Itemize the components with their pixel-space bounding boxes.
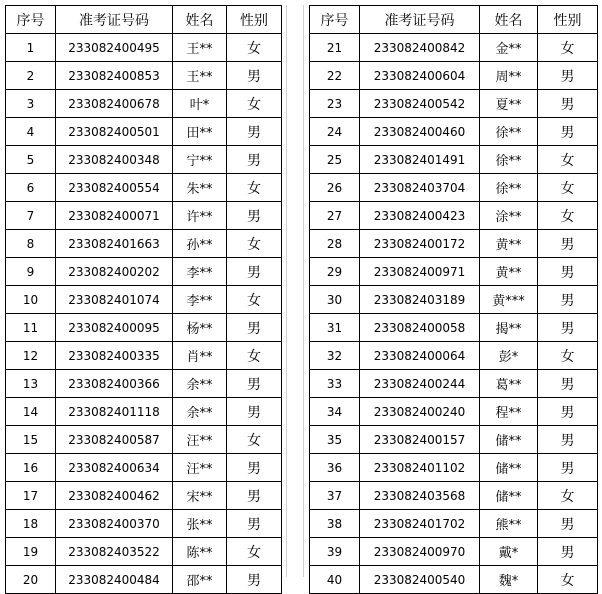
name-cell: 葛** [480,370,538,398]
header-name: 姓名 [173,6,227,34]
name-cell: 王** [173,62,227,90]
seq-cell: 29 [310,258,360,286]
seq-cell: 14 [6,398,56,426]
table-row [310,566,598,594]
name-cell: 李** [173,286,227,314]
gender-cell: 男 [227,510,282,538]
seq-cell: 35 [310,426,360,454]
table-row [310,174,598,202]
exam-id-cell: 233082400244 [360,370,480,398]
table-row [6,286,282,314]
gender-cell: 女 [227,230,282,258]
name-cell: 王** [173,34,227,62]
name-cell: 揭** [480,314,538,342]
seq-cell: 6 [6,174,56,202]
table-row [6,202,282,230]
name-cell: 许** [173,202,227,230]
exam-id-cell: 233082400348 [56,146,173,174]
table-row [310,426,598,454]
exam-id-cell: 233082400971 [360,258,480,286]
exam-id-cell: 233082400501 [56,118,173,146]
seq-cell: 5 [6,146,56,174]
name-cell: 朱** [173,174,227,202]
exam-id-cell: 233082400240 [360,398,480,426]
seq-cell: 2 [6,62,56,90]
exam-id-cell: 233082400462 [56,482,173,510]
roster-table-left [5,5,282,594]
gender-cell: 女 [538,342,598,370]
seq-cell: 37 [310,482,360,510]
exam-id-cell: 233082400842 [360,34,480,62]
name-cell: 储** [480,482,538,510]
name-cell: 徐** [480,174,538,202]
table-row [6,398,282,426]
table-row [310,258,598,286]
gender-cell: 男 [227,454,282,482]
name-cell: 宁** [173,146,227,174]
table-row [310,398,598,426]
seq-cell: 15 [6,426,56,454]
seq-cell: 9 [6,258,56,286]
name-cell: 宋** [173,482,227,510]
name-cell: 金** [480,34,538,62]
gender-cell: 男 [227,258,282,286]
table-row [6,510,282,538]
gender-cell: 男 [538,90,598,118]
table-row [6,118,282,146]
gender-cell: 女 [227,174,282,202]
gender-cell: 男 [538,510,598,538]
table-row [6,342,282,370]
gender-cell: 女 [227,342,282,370]
gender-cell: 男 [227,146,282,174]
exam-id-cell: 233082400172 [360,230,480,258]
name-cell: 黄** [480,230,538,258]
name-cell: 魏* [480,566,538,594]
table-row [310,90,598,118]
name-cell: 周** [480,62,538,90]
exam-id-cell: 233082400202 [56,258,173,286]
table-row [6,174,282,202]
name-cell: 田** [173,118,227,146]
gender-cell: 男 [538,454,598,482]
gender-cell: 男 [538,398,598,426]
exam-id-cell: 233082400678 [56,90,173,118]
seq-cell: 26 [310,174,360,202]
gender-cell: 男 [227,566,282,594]
exam-id-cell: 233082400058 [360,314,480,342]
seq-cell: 10 [6,286,56,314]
exam-id-cell: 233082400095 [56,314,173,342]
seq-cell: 38 [310,510,360,538]
gender-cell: 男 [538,370,598,398]
exam-id-cell: 233082400604 [360,62,480,90]
header-exam-id: 准考证号码 [56,6,173,34]
name-cell: 熊** [480,510,538,538]
seq-cell: 1 [6,34,56,62]
seq-cell: 11 [6,314,56,342]
table-row [310,314,598,342]
name-cell: 杨** [173,314,227,342]
name-cell: 徐** [480,146,538,174]
gender-cell: 女 [538,34,598,62]
table-row [6,482,282,510]
exam-id-cell: 233082400554 [56,174,173,202]
gender-cell: 男 [538,258,598,286]
exam-id-cell: 233082400071 [56,202,173,230]
table-row [310,454,598,482]
exam-id-cell: 233082400540 [360,566,480,594]
table-row [6,566,282,594]
gender-cell: 女 [538,174,598,202]
name-cell: 夏** [480,90,538,118]
seq-cell: 22 [310,62,360,90]
seq-cell: 24 [310,118,360,146]
name-cell: 汪** [173,454,227,482]
seq-cell: 19 [6,538,56,566]
exam-id-cell: 233082401102 [360,454,480,482]
gender-cell: 男 [227,314,282,342]
name-cell: 余** [173,370,227,398]
table-row [6,146,282,174]
column-separator [286,5,304,577]
header-row [310,6,598,34]
seq-cell: 36 [310,454,360,482]
seq-cell: 33 [310,370,360,398]
name-cell: 李** [173,258,227,286]
seq-cell: 28 [310,230,360,258]
exam-id-cell: 233082403704 [360,174,480,202]
seq-cell: 4 [6,118,56,146]
table-row [310,342,598,370]
name-cell: 肖** [173,342,227,370]
seq-cell: 32 [310,342,360,370]
table-row [6,454,282,482]
name-cell: 张** [173,510,227,538]
gender-cell: 男 [538,62,598,90]
seq-cell: 16 [6,454,56,482]
exam-id-cell: 233082400853 [56,62,173,90]
header-row [6,6,282,34]
seq-cell: 12 [6,342,56,370]
gender-cell: 男 [538,314,598,342]
exam-id-cell: 233082403522 [56,538,173,566]
seq-cell: 21 [310,34,360,62]
exam-id-cell: 233082400484 [56,566,173,594]
name-cell: 戴* [480,538,538,566]
name-cell: 涂** [480,202,538,230]
table-body-right [310,34,598,594]
name-cell: 徐** [480,118,538,146]
seq-cell: 30 [310,286,360,314]
exam-id-cell: 233082400587 [56,426,173,454]
exam-id-cell: 233082400157 [360,426,480,454]
table-row [310,202,598,230]
table-row [6,538,282,566]
name-cell: 邵** [173,566,227,594]
gender-cell: 女 [538,146,598,174]
name-cell: 储** [480,454,538,482]
seq-cell: 39 [310,538,360,566]
seq-cell: 7 [6,202,56,230]
gender-cell: 男 [538,538,598,566]
exam-id-cell: 233082400064 [360,342,480,370]
table-row [6,230,282,258]
table-row [310,230,598,258]
table-row [310,118,598,146]
header-gender: 性别 [538,6,598,34]
gender-cell: 女 [538,482,598,510]
roster-table-right [309,5,598,594]
header-exam-id: 准考证号码 [360,6,480,34]
table-body-left [6,34,282,594]
name-cell: 彭* [480,342,538,370]
seq-cell: 3 [6,90,56,118]
table-row [6,90,282,118]
gender-cell: 女 [227,286,282,314]
seq-cell: 31 [310,314,360,342]
table-row [6,426,282,454]
gender-cell: 男 [538,426,598,454]
gender-cell: 男 [227,202,282,230]
exam-id-cell: 233082400366 [56,370,173,398]
table-row [310,146,598,174]
exam-id-cell: 233082403189 [360,286,480,314]
name-cell: 程** [480,398,538,426]
name-cell: 黄** [480,258,538,286]
gender-cell: 男 [227,62,282,90]
seq-cell: 17 [6,482,56,510]
header-seq: 序号 [310,6,360,34]
exam-id-cell: 233082401118 [56,398,173,426]
table-row [6,370,282,398]
exam-id-cell: 233082403568 [360,482,480,510]
exam-id-cell: 233082400495 [56,34,173,62]
gender-cell: 男 [538,118,598,146]
seq-cell: 20 [6,566,56,594]
table-row [6,314,282,342]
gender-cell: 女 [227,538,282,566]
name-cell: 汪** [173,426,227,454]
name-cell: 储** [480,426,538,454]
exam-id-cell: 233082401491 [360,146,480,174]
name-cell: 黄*** [480,286,538,314]
name-cell: 孙** [173,230,227,258]
exam-id-cell: 233082400542 [360,90,480,118]
gender-cell: 男 [227,370,282,398]
header-name: 姓名 [480,6,538,34]
seq-cell: 18 [6,510,56,538]
exam-id-cell: 233082400423 [360,202,480,230]
exam-id-cell: 233082400970 [360,538,480,566]
seq-cell: 23 [310,90,360,118]
gender-cell: 女 [227,90,282,118]
table-row [310,286,598,314]
table-row [310,510,598,538]
table-row [6,258,282,286]
exam-id-cell: 233082401702 [360,510,480,538]
gender-cell: 男 [227,398,282,426]
table-row [310,62,598,90]
seq-cell: 40 [310,566,360,594]
exam-id-cell: 233082401074 [56,286,173,314]
exam-id-cell: 233082400460 [360,118,480,146]
seq-cell: 34 [310,398,360,426]
gender-cell: 男 [538,230,598,258]
exam-id-cell: 233082400370 [56,510,173,538]
gender-cell: 男 [538,286,598,314]
table-row [310,482,598,510]
gender-cell: 女 [538,202,598,230]
header-seq: 序号 [6,6,56,34]
gender-cell: 女 [538,566,598,594]
table-row [310,34,598,62]
name-cell: 余** [173,398,227,426]
name-cell: 叶* [173,90,227,118]
table-row [6,62,282,90]
exam-id-cell: 233082401663 [56,230,173,258]
exam-id-cell: 233082400335 [56,342,173,370]
seq-cell: 27 [310,202,360,230]
gender-cell: 女 [227,34,282,62]
seq-cell: 13 [6,370,56,398]
table-row [310,370,598,398]
name-cell: 陈** [173,538,227,566]
gender-cell: 女 [227,426,282,454]
table-row [310,538,598,566]
seq-cell: 25 [310,146,360,174]
gender-cell: 男 [227,482,282,510]
exam-id-cell: 233082400634 [56,454,173,482]
seq-cell: 8 [6,230,56,258]
table-row [6,34,282,62]
gender-cell: 男 [227,118,282,146]
header-gender: 性别 [227,6,282,34]
